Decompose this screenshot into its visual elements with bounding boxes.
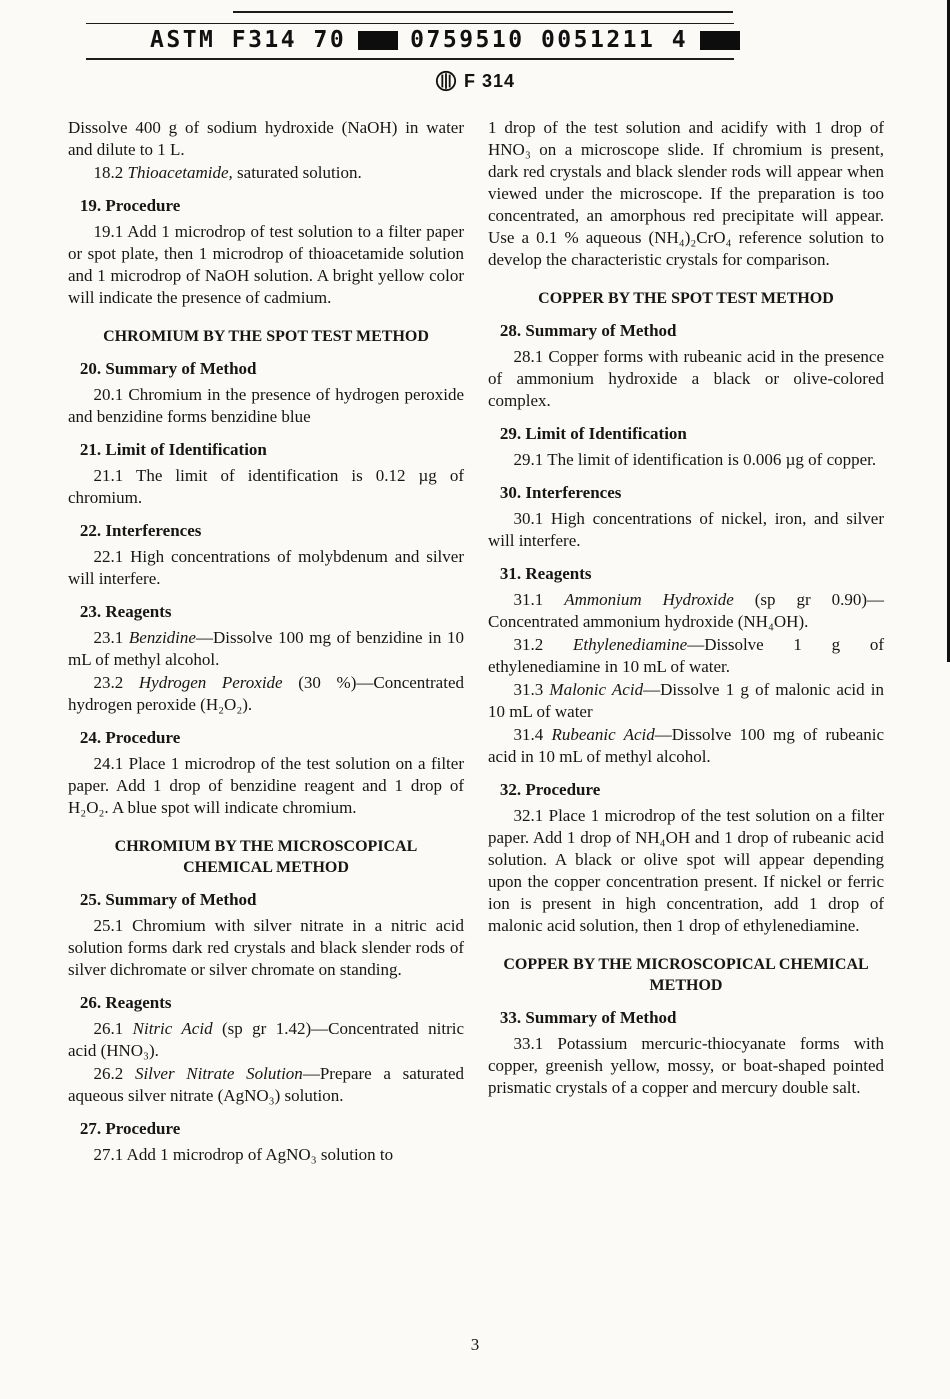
section-heading: 29. Limit of Identification — [499, 424, 687, 443]
paragraph — [68, 546, 464, 590]
document-serial: 0759510 0051211 4 — [410, 27, 689, 53]
text-run: (sp gr 0.90)—Concentrated ammonium hydroxide (NH₄OH). — [488, 590, 884, 631]
text-run: 21.1 The limit of identification is 0.12 µg of chromium. — [68, 466, 464, 507]
filled-block-icon — [358, 31, 398, 50]
paragraph — [488, 508, 884, 552]
text-run: (30 %)—Concentrated hydrogen peroxide (H₂O₂). — [68, 673, 464, 714]
paragraph — [68, 915, 464, 981]
two-column-body — [0, 112, 950, 1167]
text-run: 27.1 Add 1 microdrop of AgNO₃ solution to — [93, 1145, 394, 1164]
horizontal-rule — [86, 58, 734, 60]
doc-code: F 314 — [463, 70, 516, 91]
paragraph — [488, 1033, 884, 1099]
text-run: —Prepare a saturated aqueous silver nitrate (AgNO₃) solution. — [68, 1064, 464, 1105]
reagent-name: Silver Nitrate Solution — [134, 1064, 303, 1083]
reagent-name: Ammonium Hydroxide — [564, 590, 734, 609]
method-heading: COPPER BY THE SPOT TEST METHOD — [538, 290, 834, 307]
method-heading: CHROMIUM BY THE SPOT TEST METHOD — [103, 328, 429, 345]
paragraph — [488, 805, 884, 937]
paragraph — [488, 679, 884, 723]
reagent-name: Benzidine — [128, 628, 196, 647]
section-heading: 25. Summary of Method — [79, 890, 257, 909]
page-number: 3 — [470, 1335, 480, 1354]
astm-logo-icon — [435, 70, 457, 92]
horizontal-rule — [86, 23, 734, 24]
text-run: 31.3 — [513, 680, 550, 699]
text-run: 23.1 — [93, 628, 129, 647]
reagent-name: Ethylenediamine — [572, 635, 688, 654]
paragraph — [68, 753, 464, 819]
paragraph — [488, 589, 884, 633]
paragraph — [488, 449, 884, 471]
header-code-line — [150, 27, 740, 53]
reagent-name: Malonic Acid — [549, 680, 644, 699]
text-run: —Dissolve 100 mg of benzidine in 10 mL of methyl alcohol. — [68, 628, 465, 669]
reagent-name: Hydrogen Peroxide — [138, 673, 283, 692]
text-run: 31.4 — [513, 725, 552, 744]
section-heading: 33. Summary of Method — [499, 1008, 677, 1027]
section-heading: 31. Reagents — [499, 564, 592, 583]
paragraph — [68, 672, 464, 716]
text-run: 1 drop of the test solution and acidify with 1 drop of HNO₃ on a microscope slide. If chromium is present, dark red crystals and black slender rods will appear when viewed under the microscope. If the preparation is too concentrated, an amorphous red precipitate will appear. Use a 0.1 % aqueous (NH₄)₂CrO₄ reference solution to develop the characteristic crystals for comparison. — [488, 118, 884, 269]
text-run: saturated solution. — [232, 163, 362, 182]
paragraph — [68, 627, 464, 671]
header-subtitle-row — [0, 70, 950, 92]
section-heading: 23. Reagents — [79, 602, 172, 621]
text-run: —Dissolve 1 g of malonic acid in 10 mL of water — [488, 680, 885, 721]
text-run: 23.2 — [93, 673, 139, 692]
section-heading: 28. Summary of Method — [499, 321, 677, 340]
paragraph — [68, 221, 464, 309]
text-run: 24.1 Place 1 microdrop of the test solution on a filter paper. Add 1 drop of benzidine reagent and 1 drop of H₂O₂. A blue spot will indicate chromium. — [68, 754, 464, 817]
reagent-name: Nitric Acid — [132, 1019, 213, 1038]
reagent-name: Thioacetamide, — [127, 163, 233, 182]
text-run: Dissolve 400 g of sodium hydroxide (NaOH) in water and dilute to 1 L. — [68, 118, 464, 159]
paragraph — [68, 465, 464, 509]
text-run: 29.1 The limit of identification is 0.006 µg of copper. — [513, 450, 877, 469]
paragraph — [488, 346, 884, 412]
text-run: 18.2 — [93, 163, 128, 182]
text-run: 31.1 — [513, 590, 565, 609]
filled-block-icon — [700, 31, 740, 50]
section-heading: 19. Procedure — [79, 196, 181, 215]
reagent-name: Rubeanic Acid — [551, 725, 655, 744]
text-run: 28.1 Copper forms with rubeanic acid in the presence of ammonium hydroxide a black or olive-colored complex. — [488, 347, 884, 410]
text-run: —Dissolve 1 g of ethylenediamine in 10 mL of water. — [488, 635, 885, 676]
text-run: (sp gr 1.42)—Concentrated nitric acid (HNO₃). — [68, 1019, 465, 1060]
section-heading: 32. Procedure — [499, 780, 601, 799]
section-heading: 26. Reagents — [79, 993, 172, 1012]
section-heading: 24. Procedure — [79, 728, 181, 747]
left-column — [68, 116, 464, 1167]
page-header — [0, 0, 950, 112]
text-run: 31.2 — [513, 635, 573, 654]
paragraph — [68, 117, 464, 161]
paragraph — [488, 634, 884, 678]
text-run: 26.2 — [93, 1064, 135, 1083]
paragraph — [68, 384, 464, 428]
section-heading: 22. Interferences — [79, 521, 202, 540]
paragraph — [68, 1018, 464, 1062]
right-column — [488, 116, 884, 1167]
text-run: 33.1 Potassium mercuric-thiocyanate forms with copper, greenish yellow, mossy, or boat-shaped pointed prismatic crystals of a copper and mercury double salt. — [488, 1034, 884, 1097]
method-heading: COPPER BY THE MICROSCOPICAL CHEMICAL METHOD — [503, 956, 869, 994]
text-run: 25.1 Chromium with silver nitrate in a nitric acid solution forms dark red crystals and black slender rods of silver dichromate or silver chromate on standing. — [68, 916, 464, 979]
text-run: 22.1 High concentrations of molybdenum and silver will interfere. — [68, 547, 464, 588]
text-run: 26.1 — [93, 1019, 133, 1038]
paragraph — [68, 162, 464, 184]
text-run: 30.1 High concentrations of nickel, iron, and silver will interfere. — [488, 509, 884, 550]
paragraph — [488, 724, 884, 768]
section-heading: 20. Summary of Method — [79, 359, 257, 378]
text-run: —Dissolve 100 mg of rubeanic acid in 10 mL of methyl alcohol. — [488, 725, 885, 766]
text-run: 20.1 Chromium in the presence of hydrogen peroxide and benzidine forms benzidine blue — [68, 385, 464, 426]
horizontal-rule — [233, 11, 733, 13]
page-footer — [0, 1335, 950, 1355]
paragraph — [488, 117, 884, 271]
paragraph — [68, 1063, 464, 1107]
section-heading: 27. Procedure — [79, 1119, 181, 1138]
standard-designation: ASTM F314 70 — [150, 27, 347, 53]
paragraph — [68, 1144, 464, 1166]
section-heading: 30. Interferences — [499, 483, 622, 502]
text-run: 32.1 Place 1 microdrop of the test solution on a filter paper. Add 1 drop of NH₄OH and 1 drop of rubeanic acid solution. A black or olive spot will appear depending upon the copper concentration present. If nickel or ferric ion is present in high concentration, add 1 drop of malonic acid solution, then 1 drop of ethylenediamine. — [488, 806, 884, 935]
method-heading: CHROMIUM BY THE MICROSCOPICAL CHEMICAL METHOD — [114, 838, 418, 876]
section-heading: 21. Limit of Identification — [79, 440, 267, 459]
text-run: 19.1 Add 1 microdrop of test solution to a filter paper or spot plate, then 1 microdrop of thioacetamide solution and 1 microdrop of NaOH solution. A bright yellow color will indicate the presence of cadmium. — [68, 222, 464, 307]
